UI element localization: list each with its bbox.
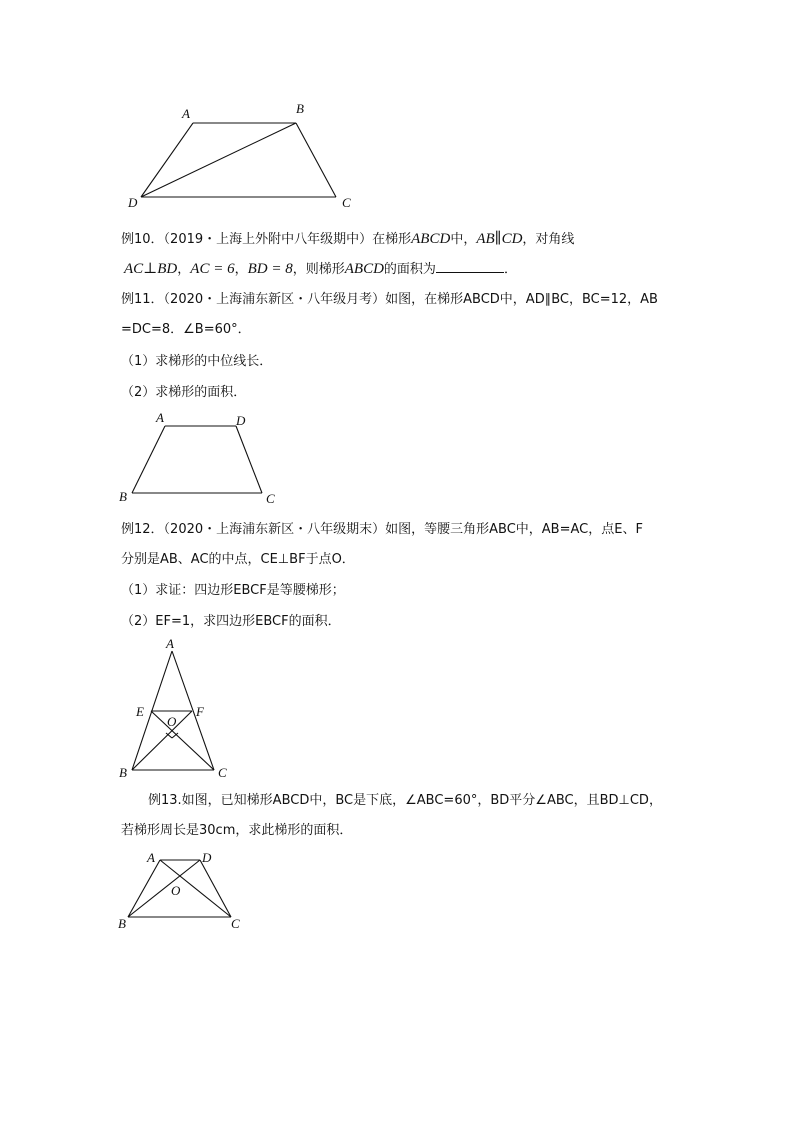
fig3-label-b: B <box>119 765 127 780</box>
ex12-question-1: （1）求证：四边形EBCF是等腰梯形； <box>121 583 345 598</box>
fig2-label-a: A <box>156 410 164 425</box>
fig3-label-c: C <box>218 765 227 780</box>
fig3-label-a: A <box>166 636 174 651</box>
ex11-line1: 例11．（2020・上海浦东新区・八年级月考）如图，在梯形ABCD中，AD∥BC，BC=12，AB <box>121 292 658 307</box>
ex12-line2: 分别是AB、AC的中点，CE⊥BF于点O． <box>121 552 355 567</box>
fig3-label-o: O <box>167 714 177 729</box>
fig2-label-d: D <box>236 413 246 428</box>
fig2-label-b: B <box>119 489 127 504</box>
fig4-label-d: D <box>202 850 212 865</box>
fig3-label-f: F <box>196 704 204 719</box>
ex11-question-2: （2）求梯形的面积． <box>121 385 247 400</box>
fig4-label-o: O <box>171 883 181 898</box>
ex10-line2: AC⊥BD，AC = 6，BD = 8，则梯形ABCD的面积为 ． <box>124 261 517 277</box>
fig3-label-e: E <box>136 704 144 719</box>
ex13-line1: 例13.如图，已知梯形ABCD中，BC是下底，∠ABC=60°，BD平分∠ABC，且BD⊥CD， <box>148 793 662 808</box>
fig1-label-c: C <box>342 195 351 210</box>
ex12-question-2: （2）EF=1，求四边形EBCF的面积． <box>121 614 341 629</box>
fig1-label-b: B <box>296 101 304 116</box>
fig4-label-b: B <box>118 916 126 931</box>
fig2-label-c: C <box>266 491 275 506</box>
fig1-label-a: A <box>182 106 190 121</box>
ex13-line2: 若梯形周长是30cm，求此梯形的面积． <box>121 823 353 838</box>
ex11-line2: =DC=8．∠B=60°． <box>121 322 251 337</box>
fig4-label-a: A <box>147 850 155 865</box>
ex12-line1: 例12．（2020・上海浦东新区・八年级期末）如图，等腰三角形ABC中，AB=AC，点E、F <box>121 522 643 537</box>
ex11-question-1: （1）求梯形的中位线长． <box>121 354 273 369</box>
fig1-label-d: D <box>128 195 138 210</box>
ex10-line1: 例10．（2019・上海上外附中八年级期中）在梯形ABCD中，AB∥CD，对角线 <box>121 231 575 247</box>
fig4-label-c: C <box>231 916 240 931</box>
